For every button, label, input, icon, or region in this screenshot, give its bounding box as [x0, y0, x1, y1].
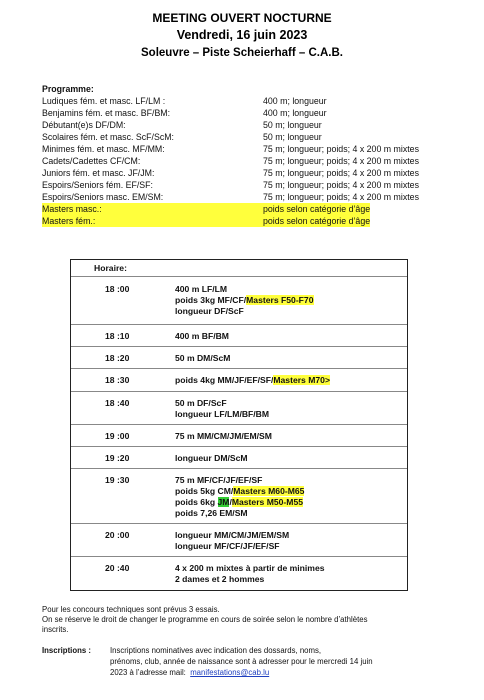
schedule-slot	[71, 556, 407, 590]
event-text: 400 m LF/LM	[175, 284, 228, 294]
slot-events	[175, 431, 407, 446]
event-text: longueur LF/LM/BF/BM	[175, 409, 270, 419]
programme-row	[42, 119, 442, 131]
slot-time: 18 :10	[105, 331, 130, 341]
programme-category: Ludiques fém. et masc. LF/LM :	[42, 96, 166, 106]
slot-events	[175, 353, 407, 368]
slot-time: 19 :20	[105, 453, 130, 463]
event-text: 50 m DM/ScM	[175, 353, 231, 363]
slot-time: 19 :00	[105, 431, 130, 441]
slot-events	[175, 453, 407, 468]
programme-category: Espoirs/Seniors fém. EF/SF:	[42, 180, 153, 190]
event-text: 2 dames et 2 hommes	[175, 574, 265, 584]
event-text: poids 4kg MM/JF/EF/SF/	[175, 375, 274, 385]
slot-events	[175, 331, 407, 346]
event-text: 50 m DF/ScF	[175, 398, 227, 408]
event-line	[175, 475, 407, 486]
programme-disciplines: poids selon catégorie d’âge	[263, 216, 371, 226]
slot-time: 18 :40	[105, 398, 130, 408]
programme-category: Minimes fém. et masc. MF/MM:	[42, 144, 165, 154]
event-line	[175, 409, 407, 420]
event-line	[175, 497, 407, 508]
event-line	[175, 541, 407, 552]
schedule-slot	[71, 277, 407, 324]
inscriptions-text	[110, 645, 462, 678]
schedule-slots	[71, 277, 407, 590]
schedule-slot	[71, 523, 407, 556]
slot-events	[175, 563, 407, 590]
schedule-slot	[71, 324, 407, 346]
programme-disciplines: 75 m; longueur; poids; 4 x 200 m mixtes	[263, 144, 419, 154]
inscriptions-line	[110, 667, 462, 678]
slot-events	[175, 530, 407, 556]
event-text: poids 3kg MF/CF/	[175, 295, 247, 305]
inscriptions-line: prénoms, club, année de naissance sont à adresser pour le mercredi 14 juin	[110, 657, 373, 666]
event-line	[175, 353, 407, 364]
event-text: 4 x 200 m mixtes à partir de minimes	[175, 563, 325, 573]
event-line	[175, 453, 407, 464]
event-line	[175, 574, 407, 585]
slot-events	[175, 375, 407, 391]
inscriptions-line: Inscriptions nominatives avec indication des dossards, noms,	[110, 646, 322, 655]
event-line	[175, 508, 407, 519]
slot-time: 18 :30	[105, 375, 130, 385]
schedule-slot	[71, 391, 407, 424]
programme-row	[42, 155, 442, 167]
programme-disciplines: 50 m; longueur	[263, 132, 322, 142]
programme-category: Masters masc.:	[42, 203, 263, 215]
programme-disciplines: 75 m; longueur; poids; 4 x 200 m mixtes	[263, 156, 419, 166]
programme-disciplines: 50 m; longueur	[263, 120, 322, 130]
event-text: poids 6kg	[175, 497, 218, 507]
programme-category: Espoirs/Seniors masc. EM/SM:	[42, 192, 164, 202]
programme-list	[42, 95, 442, 227]
programme-category: Débutant(e)s DF/DM:	[42, 120, 126, 130]
slot-events	[175, 284, 407, 324]
note-line: On se réserve le droit de changer le programme en cours de soirée selon le nombre d’athlètes	[42, 615, 368, 624]
programme-row	[42, 191, 442, 203]
programme-section	[42, 83, 442, 227]
schedule-slot	[71, 368, 407, 391]
programme-heading: Programme:	[42, 84, 94, 94]
note-line: inscrits.	[42, 625, 69, 634]
programme-disciplines: 400 m; longueur	[263, 108, 327, 118]
event-text: 75 m MF/CF/JF/EF/SF	[175, 475, 263, 485]
schedule-slot	[71, 468, 407, 523]
event-line	[175, 375, 407, 386]
schedule-table	[70, 259, 408, 591]
programme-row	[42, 143, 442, 155]
schedule-slot	[71, 346, 407, 368]
highlighted-event-text: Masters M70>	[273, 375, 330, 385]
schedule-slot	[71, 424, 407, 446]
notes-section	[42, 605, 462, 635]
slot-time: 18 :20	[105, 353, 130, 363]
note-line: Pour les concours techniques sont prévus 3 essais.	[42, 605, 220, 614]
inscriptions-label: Inscriptions :	[42, 646, 91, 655]
event-date: Vendredi, 16 juin 2023	[176, 28, 308, 42]
event-text: 75 m MM/CM/JM/EM/SM	[175, 431, 272, 441]
document-title: MEETING OUVERT NOCTURNE	[152, 11, 332, 25]
event-text: longueur DF/ScF	[175, 306, 244, 316]
event-line	[175, 295, 407, 306]
programme-disciplines: 75 m; longueur; poids; 4 x 200 m mixtes	[263, 168, 419, 178]
slot-events	[175, 475, 407, 523]
email-link[interactable]: manifestations@cab.lu	[190, 668, 270, 677]
event-line	[175, 530, 407, 541]
highlighted-event-text: Masters M50-M55	[231, 497, 304, 507]
event-line	[175, 431, 407, 442]
programme-row	[42, 131, 442, 143]
schedule-heading: Horaire:	[71, 260, 407, 277]
slot-time: 18 :00	[105, 284, 130, 294]
programme-disciplines: poids selon catégorie d’âge	[263, 204, 371, 214]
event-line	[175, 563, 407, 574]
programme-row	[42, 167, 442, 179]
slot-time: 20 :00	[105, 530, 130, 540]
programme-row	[42, 203, 442, 215]
inscriptions-line-prefix: 2023 à l’adresse mail:	[110, 668, 191, 677]
programme-category: Benjamins fém. et masc. BF/BM:	[42, 108, 171, 118]
event-line	[175, 398, 407, 409]
programme-row	[42, 95, 442, 107]
slot-events	[175, 398, 407, 424]
event-line	[175, 486, 407, 497]
programme-row	[42, 107, 442, 119]
event-text: longueur DM/ScM	[175, 453, 248, 463]
event-text: /	[229, 497, 232, 507]
event-text: poids 7,26 EM/SM	[175, 508, 248, 518]
slot-time: 19 :30	[105, 475, 130, 485]
slot-time: 20 :40	[105, 563, 130, 573]
highlighted-event-text: Masters F50-F70	[246, 295, 314, 305]
event-line	[175, 331, 407, 342]
event-venue: Soleuvre – Piste Scheierhaff – C.A.B.	[141, 47, 343, 59]
programme-disciplines: 75 m; longueur; poids; 4 x 200 m mixtes	[263, 180, 419, 190]
event-line	[175, 306, 407, 317]
highlighted-event-text: Masters M60-M65	[233, 486, 305, 496]
highlighted-event-text: JM	[217, 497, 230, 507]
event-line	[175, 284, 407, 295]
programme-category: Cadets/Cadettes CF/CM:	[42, 156, 141, 166]
event-text: poids 5kg CM/	[175, 486, 234, 496]
event-text: longueur MF/CF/JF/EF/SF	[175, 541, 280, 551]
programme-category: Scolaires fém. et masc. ScF/ScM:	[42, 132, 174, 142]
programme-category: Juniors fém. et masc. JF/JM:	[42, 168, 155, 178]
programme-row	[42, 179, 442, 191]
programme-disciplines: 400 m; longueur	[263, 96, 327, 106]
programme-row	[42, 215, 442, 227]
programme-category: Masters fém.:	[42, 215, 263, 227]
event-text: 400 m BF/BM	[175, 331, 229, 341]
programme-disciplines: 75 m; longueur; poids; 4 x 200 m mixtes	[263, 192, 419, 202]
event-text: longueur MM/CM/JM/EM/SM	[175, 530, 290, 540]
schedule-slot	[71, 446, 407, 468]
